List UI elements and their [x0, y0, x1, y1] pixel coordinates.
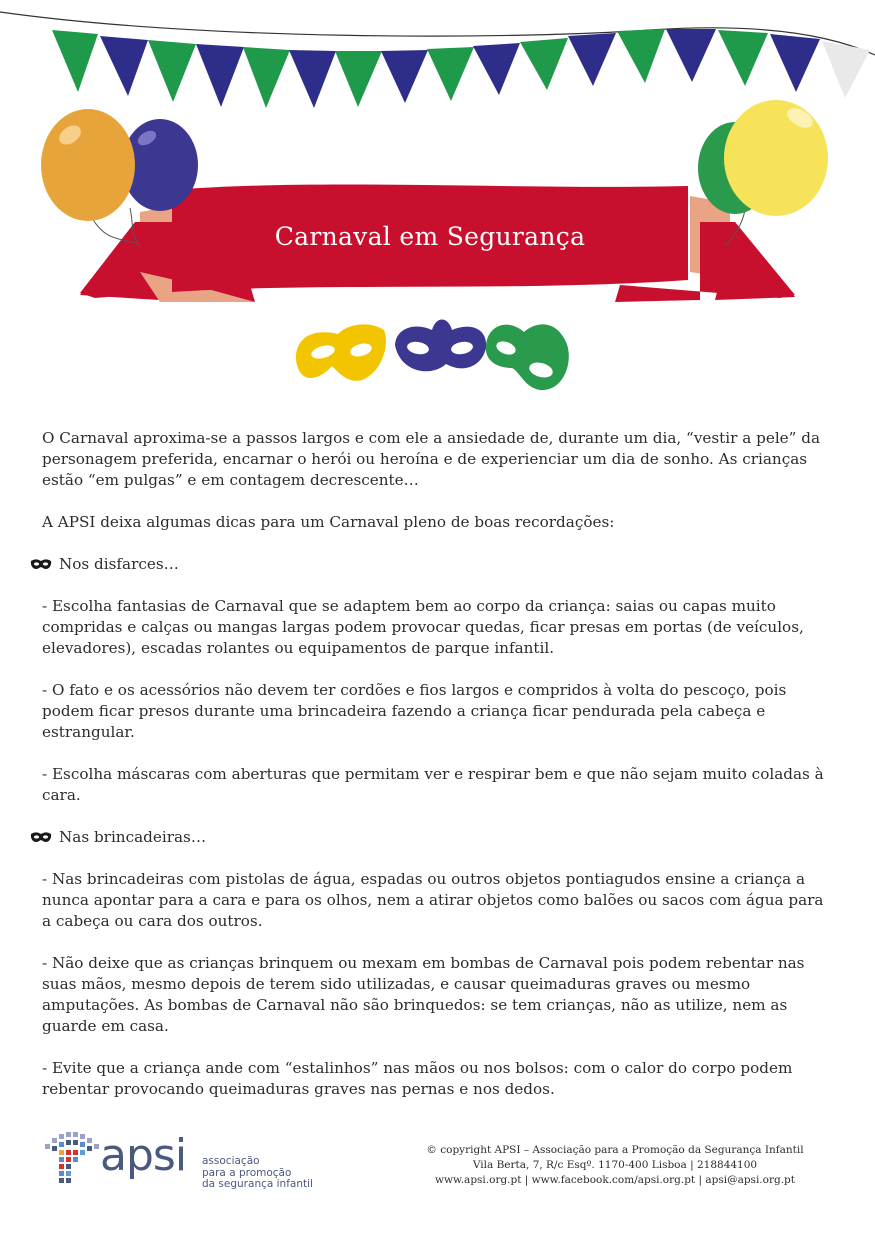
logo-wordmark: apsi	[100, 1130, 187, 1181]
links-line[interactable]: www.apsi.org.pt | www.facebook.com/apsi.org.pt | apsi@apsi.org.pt	[435, 1174, 795, 1186]
section-heading-label: Nas brincadeiras…	[59, 828, 207, 846]
address-line: Vila Berta, 7, R/c Esqº. 1170-400 Lisboa | 218844100	[472, 1159, 758, 1171]
article-body	[42, 428, 834, 1100]
tip-paragraph: - Escolha fantasias de Carnaval que se adaptem bem ao corpo da criança: saias ou capas muito compridas e calças ou mangas largas podem provocar quedas, ficar presas em portas (de veículos, elevadores), escadas rolantes ou equipamentos de parque infantil.	[42, 597, 804, 657]
tip-paragraph: - Nas brincadeiras com pistolas de água, espadas ou outros objetos pontiagudos ensine a criança a nunca apontar para a cara e para os olhos, nem a atirar objetos como balões ou sacos com água para a cabeça ou cara dos outros.	[42, 870, 824, 930]
header-illustration	[0, 0, 875, 400]
mask-icon	[395, 320, 486, 372]
intro-paragraph: O Carnaval aproxima-se a passos largos e com ele a ansiedade de, durante um dia, “vestir a pele” da personagem preferida, encarnar o herói ou heroína e de experienciar um dia de sonho. As crianças estão “em pulgas” e em contagem decrescente…	[42, 429, 821, 489]
logo-tagline: associação para a promoção da segurança infantil	[202, 1155, 313, 1190]
page-title: Carnaval em Segurança	[274, 222, 586, 251]
tip-paragraph: - Evite que a criança ande com “estalinhos” nas mãos ou nos bolsos: com o calor do corpo podem rebentar provocando queimaduras graves nas pernas e nos dedos.	[42, 1059, 793, 1098]
mask-icon	[486, 324, 569, 390]
bunting-flag-icon	[52, 29, 870, 108]
copyright-line: © copyright APSI – Associação para a Promoção da Segurança Infantil	[426, 1144, 804, 1156]
section-heading-disguises	[30, 554, 834, 575]
mask-icon	[296, 324, 386, 380]
tip-paragraph: - Não deixe que as crianças brinquem ou mexam em bombas de Carnaval pois podem rebentar nas suas mãos, mesmo depois de terem sido utilizadas, e causar queimaduras graves ou mesmo amputações. As bombas de Carnaval não são brinquedos: se tem crianças, não as utilize, nem as guarde em casa.	[42, 954, 805, 1035]
tip-paragraph: - O fato e os acessórios não devem ter cordões e fios largos e compridos à volta do pescoço, pois podem ficar presos durante uma brincadeira fazendo a criança ficar pendurada pela cabeça e estrangular.	[42, 681, 787, 741]
mask-icon	[30, 831, 52, 845]
section-heading-play	[30, 827, 834, 848]
section-heading-label: Nos disfarces…	[59, 555, 179, 573]
logo-mark-icon	[40, 1130, 104, 1190]
apsi-logo	[40, 1130, 330, 1194]
mask-icon	[30, 558, 52, 572]
footer-contact	[400, 1143, 830, 1188]
tip-paragraph: - Escolha máscaras com aberturas que permitam ver e respirar bem e que não sejam muito coladas à cara.	[42, 765, 824, 804]
lead-paragraph: A APSI deixa algumas dicas para um Carnaval pleno de boas recordações:	[42, 513, 615, 531]
